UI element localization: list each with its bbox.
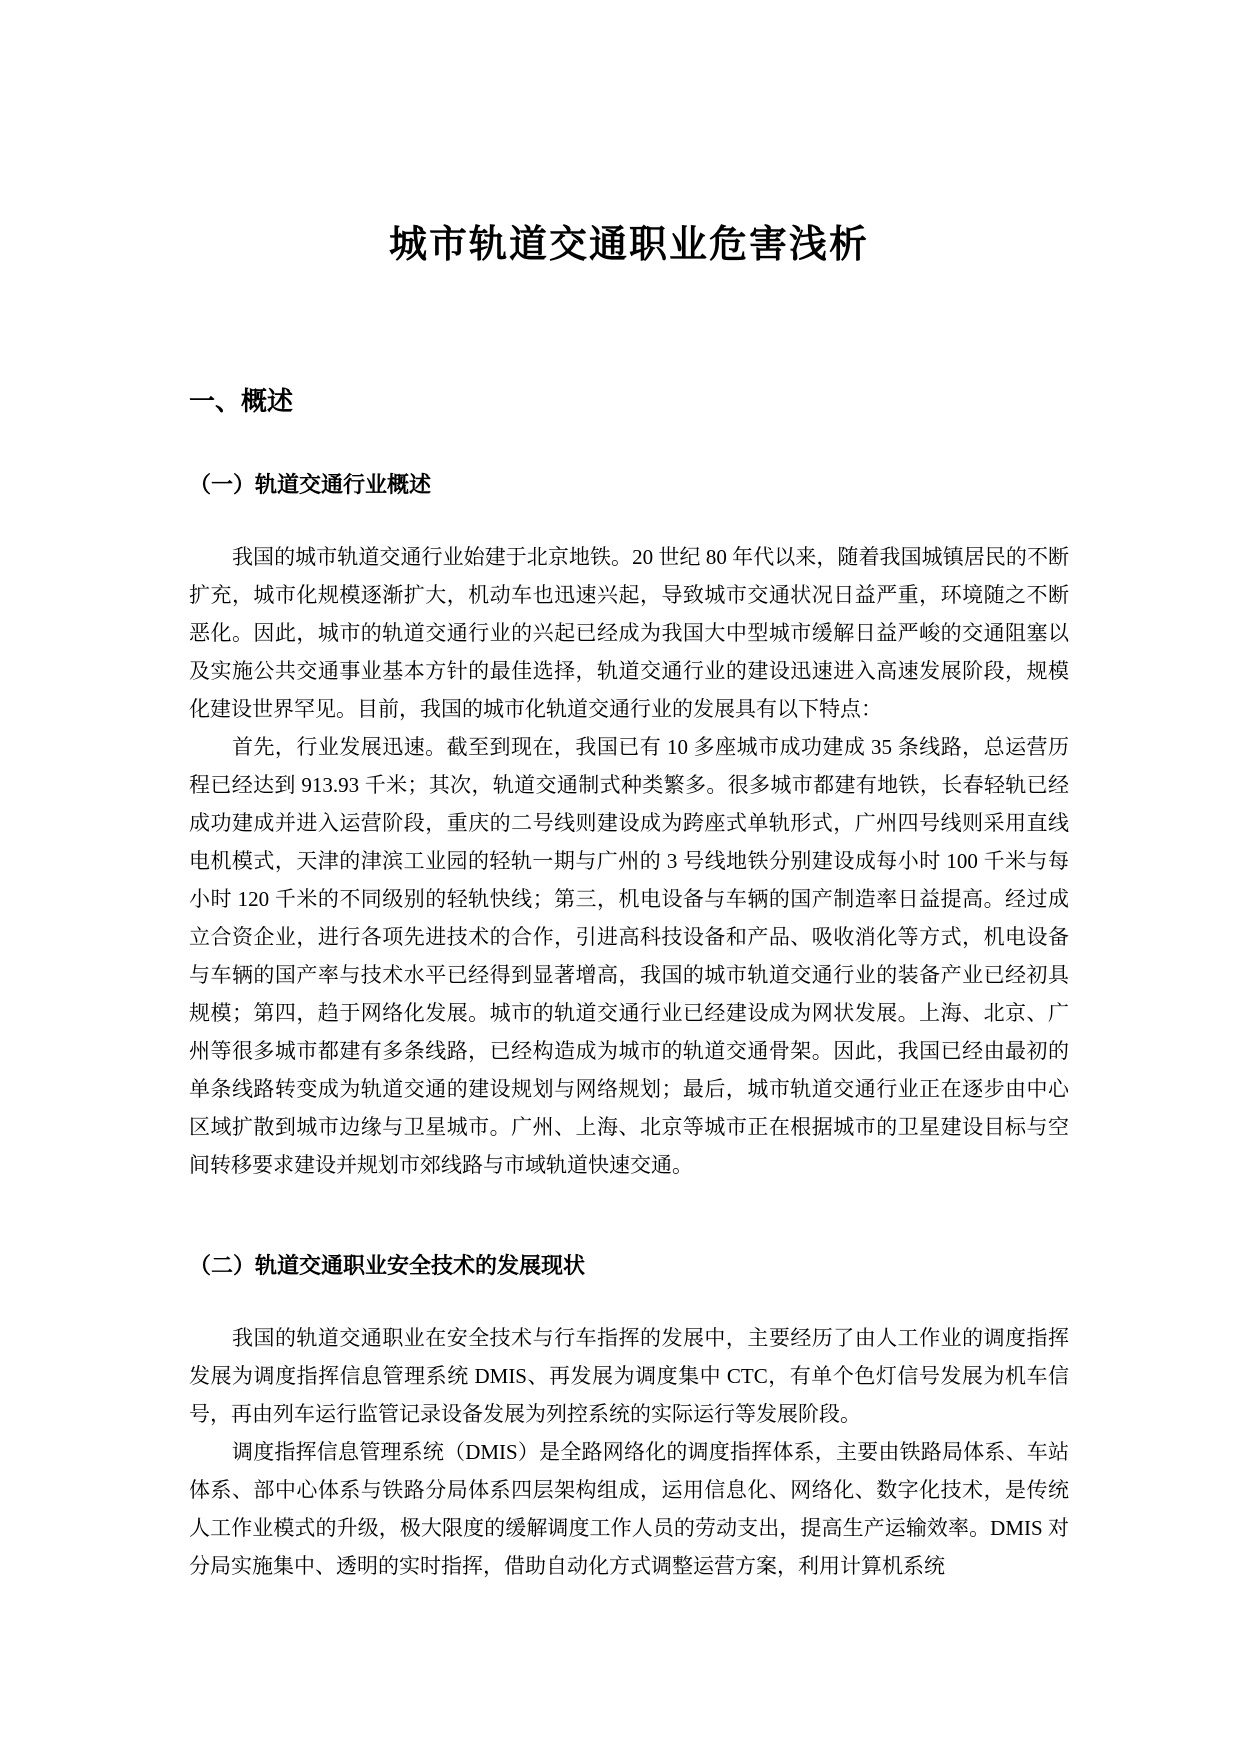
paragraph-industry-overview-2: 首先，行业发展迅速。截至到现在，我国已有 10 多座城市成功建成 35 条线路，总运营历程已经达到 913.93 千米；其次，轨道交通制式种类繁多。很多城市都建有地铁，长春轻轨已经成功建成并进入运营阶段，重庆的二号线则建设成为跨座式单轨形式，广州四号线则采用直线电机模式，天津的津滨工业园的轻轨一期与广州的 3 号线地铁分别建设成每小时 100 千米与每小时 120 千米的不同级别的轻轨快线；第三，机电设备与车辆的国产制造率日益提高。经过成立合资企业，进行各项先进技术的合作，引进高科技设备和产品、吸收消化等方式，机电设备与车辆的国产率与技术水平已经得到显著增高，我国的城市轨道交通行业的装备产业已经初具规模；第四，趋于网络化发展。城市的轨道交通行业已经建设成为网状发展。上海、北京、广州等很多城市都建有多条线路，已经构造成为城市的轨道交通骨架。因此，我国已经由最初的单条线路转变成为轨道交通的建设规划与网络规划；最后，城市轨道交通行业正在逐步由中心区域扩散到城市边缘与卫星城市。广州、上海、北京等城市正在根据城市的卫星建设目标与空间转移要求建设并规划市郊线路与市域轨道快速交通。 [189, 735, 1069, 1177]
subsection-2-heading: （二）轨道交通职业安全技术的发展现状 [189, 1253, 586, 1278]
document-title: 城市轨道交通职业危害浅析 [388, 224, 869, 266]
paragraph-safety-tech-1: 我国的轨道交通职业在安全技术与行车指挥的发展中，主要经历了由人工作业的调度指挥发展为调度指挥信息管理系统 DMIS、再发展为调度集中 CTC，有单个色灯信号发展为机车信号，再由列车运行监管记录设备发展为列控系统的实际运行等发展阶段。 [189, 1326, 1069, 1426]
paragraph-safety-tech-2: 调度指挥信息管理系统（DMIS）是全路网络化的调度指挥体系，主要由铁路局体系、车站体系、部中心体系与铁路分局体系四层架构组成，运用信息化、网络化、数字化技术，是传统人工作业模式的升级，极大限度的缓解调度工作人员的劳动支出，提高生产运输效率。DMIS 对分局实施集中、透明的实时指挥，借助自动化方式调整运营方案，利用计算机系统 [189, 1440, 1069, 1578]
paragraph-industry-overview-1: 我国的城市轨道交通行业始建于北京地铁。20 世纪 80 年代以来，随着我国城镇居民的不断扩充，城市化规模逐渐扩大，机动车也迅速兴起，导致城市交通状况日益严重，环境随之不断恶化。因此，城市的轨道交通行业的兴起已经成为我国大中型城市缓解日益严峻的交通阻塞以及实施公共交通事业基本方针的最佳选择，轨道交通行业的建设迅速进入高速发展阶段，规模化建设世界罕见。目前，我国的城市化轨道交通行业的发展具有以下特点： [189, 545, 1069, 721]
subsection-1-heading: （一）轨道交通行业概述 [189, 472, 432, 497]
section-1-heading: 一、概述 [189, 386, 294, 416]
